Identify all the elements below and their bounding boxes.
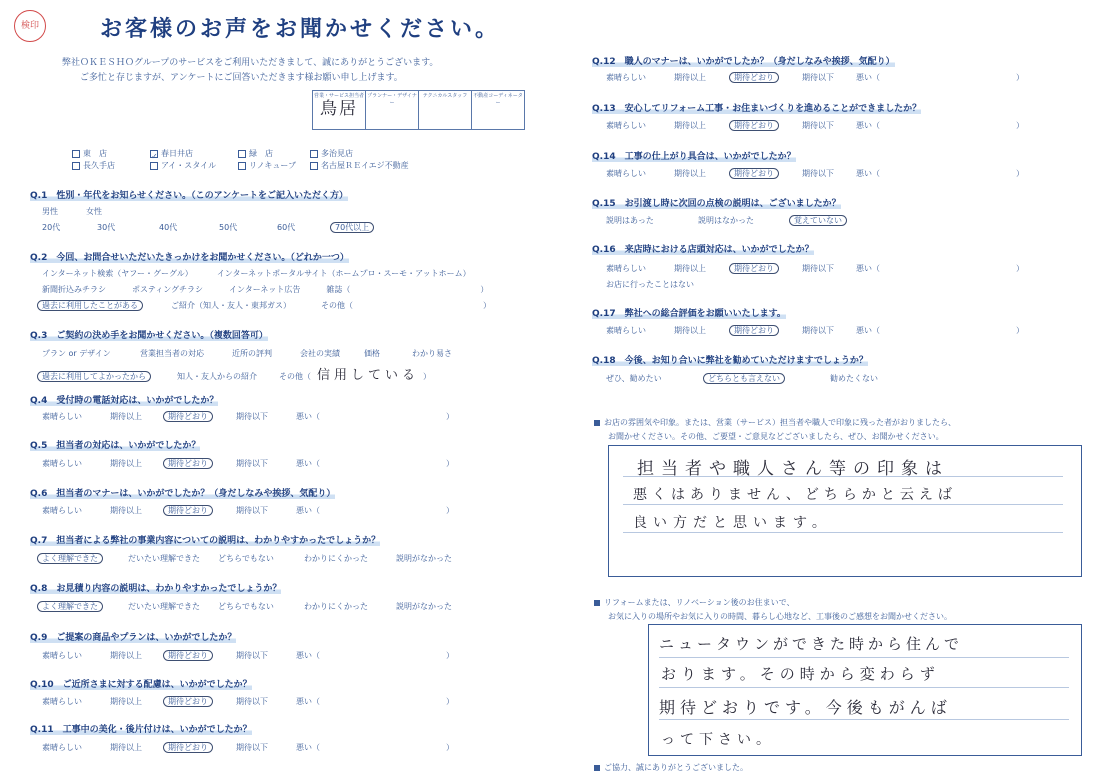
- intro-line-2: ご多忙と存じますが、アンケートにご回答いただきます様お願い申し上げます。: [80, 73, 403, 83]
- store-option[interactable]: アイ・スタイル: [150, 160, 238, 172]
- q10-options: 素晴らしい 期待以上 期待どおり 期待以下 悪い（ ）: [42, 697, 454, 706]
- comment2-prompt-2: お気に入りの場所やお気に入りの時間、暮らし心地など、工事後のご感想をお聞かせください。: [608, 612, 952, 621]
- q9-options: 素晴らしい 期待以上 期待どおり 期待以下 悪い（ ）: [42, 651, 454, 660]
- comment1-handwriting-2: 悪くはありません、どちらかと云えば: [633, 487, 957, 503]
- q14-options: 素晴らしい 期待以上 期待どおり 期待以下 悪い（ ）: [606, 169, 1024, 178]
- q9-title: Q.9 ご提案の商品やプランは、いかがでしたか？: [30, 633, 237, 643]
- q13-title: Q.13 安心してリフォーム工事・お住まいづくりを進めることができましたか？: [592, 104, 922, 114]
- store-option[interactable]: リノキューブ: [238, 160, 310, 172]
- q15-answer-circled[interactable]: 覚えていない: [789, 215, 847, 226]
- q3-other-handwriting: 信用している: [317, 368, 420, 383]
- comment2-handwriting-2: おります。その時から変わらず: [661, 665, 940, 683]
- q11-answer-circled[interactable]: 期待どおり: [163, 742, 213, 753]
- q5-answer-circled[interactable]: 期待どおり: [163, 458, 213, 469]
- q16-title: Q.16 来店時における店頭対応は、いかがでしたか？: [592, 245, 814, 255]
- q13-options: 素晴らしい 期待以上 期待どおり 期待以下 悪い（ ）: [606, 121, 1024, 130]
- store-option[interactable]: 緑 店: [238, 148, 310, 160]
- comment2-box[interactable]: [648, 624, 1082, 756]
- bullet-icon: [594, 765, 600, 771]
- staff-name: 鳥居: [320, 99, 358, 119]
- q6-title: Q.6 担当者のマナーは、いかがでしたか？（身だしなみや挨拶、気配り）: [30, 489, 336, 499]
- q11-options: 素晴らしい 期待以上 期待どおり 期待以下 悪い（ ）: [42, 743, 454, 752]
- q12-options: 素晴らしい 期待以上 期待どおり 期待以下 悪い（ ）: [606, 73, 1024, 82]
- store-option[interactable]: 名古屋ＲＥイエジ不動産: [310, 161, 409, 170]
- q8-answer-circled[interactable]: よく理解できた: [37, 601, 103, 612]
- q16-never-visited[interactable]: お店に行ったことはない: [606, 280, 694, 289]
- q2-answer-circled[interactable]: 過去に利用したことがある: [37, 300, 143, 311]
- q17-options: 素晴らしい 期待以上 期待どおり 期待以下 悪い（ ）: [606, 326, 1024, 335]
- q6-answer-circled[interactable]: 期待どおり: [163, 505, 213, 516]
- q16-options: 素晴らしい 期待以上 期待どおり 期待以下 悪い（ ）: [606, 264, 1024, 273]
- q4-answer-circled[interactable]: 期待どおり: [163, 411, 213, 422]
- q4-title: Q.4 受付時の電話対応は、いかがでしたか？: [30, 396, 219, 406]
- q3-answer-circled[interactable]: 過去に利用してよかったから: [37, 371, 151, 382]
- q8-title: Q.8 お見積り内容の説明は、わかりやすかったでしょうか？: [30, 584, 282, 594]
- staff-realestate-cell[interactable]: 不動産コーディネーター: [472, 91, 525, 130]
- q14-title: Q.14 工事の仕上がり具合は、いかがでしたか？: [592, 152, 796, 162]
- comment1-prompt-1: お店の雰囲気や印象。または、営業（サービス）担当者や職人で印象に残った者がおりましたら、: [604, 418, 956, 427]
- q1-answer-circled[interactable]: 70代以上: [330, 222, 374, 233]
- q12-title: Q.12 職人のマナーは、いかがでしたか？（身だしなみや挨拶、気配り）: [592, 57, 895, 67]
- bullet-icon: [594, 600, 600, 606]
- q4-options: 素晴らしい 期待以上 期待どおり 期待以下 悪い（ ）: [42, 412, 454, 421]
- q10-title: Q.10 ご近所さまに対する配慮は、いかがでしたか？: [30, 680, 252, 690]
- store-list: [72, 148, 409, 172]
- staff-sales-cell[interactable]: 営業・サービス担当者 鳥居: [313, 91, 366, 130]
- q18-title: Q.18 今後、お知り合いに弊社を勧めていただけますでしょうか？: [592, 356, 868, 366]
- q17-answer-circled[interactable]: 期待どおり: [729, 325, 779, 336]
- store-option[interactable]: 長久手店: [72, 160, 150, 172]
- q15-title: Q.15 お引渡し時に次回の点検の説明は、ございましたか？: [592, 199, 841, 209]
- comment1-prompt-2: お聞かせください。その他、ご要望・ご意見などございましたら、ぜひ、お聞かせください。: [608, 432, 944, 441]
- q17-title: Q.17 弊社への総合評価をお願いいたします。: [592, 309, 786, 319]
- q11-title: Q.11 工事中の美化・後片付けは、いかがでしたか？: [30, 725, 252, 735]
- q5-title: Q.5 担当者の対応は、いかがでしたか？: [30, 441, 201, 451]
- comment2-handwriting-1: ニュータウンができた時から住んで: [659, 635, 964, 653]
- q5-options: 素晴らしい 期待以上 期待どおり 期待以下 悪い（ ）: [42, 459, 454, 468]
- inspection-stamp: 検印: [14, 10, 46, 42]
- store-option[interactable]: 東 店: [72, 148, 150, 160]
- q8-options: よく理解できた だいたい理解できた どちらでもない わかりにくかった 説明がなかった: [42, 601, 452, 612]
- comment2-prompt-1: リフォームまたは、リノベーション後のお住まいで、: [604, 598, 795, 607]
- footer-thanks: ご協力、誠にありがとうございました。: [604, 763, 748, 772]
- q7-options: よく理解できた だいたい理解できた どちらでもない わかりにくかった 説明がなかった: [42, 553, 452, 564]
- staff-table: [312, 90, 525, 130]
- staff-technical-cell[interactable]: テクニカルスタッフ: [419, 91, 472, 130]
- q2-title: Q.2 今回、お問合せいただいたきっかけをお聞かせください。（どれか一つ）: [30, 253, 349, 263]
- store-option[interactable]: ✓ 春日井店: [151, 149, 193, 161]
- q12-answer-circled[interactable]: 期待どおり: [729, 72, 779, 83]
- q6-options: 素晴らしい 期待以上 期待どおり 期待以下 悪い（ ）: [42, 506, 454, 515]
- intro-line-1: 弊社ＯＫＥＳＨＯグループのサービスをご利用いただきまして、誠にありがとうございます。: [62, 58, 439, 68]
- comment2-handwriting-4: って下さい。: [661, 732, 775, 748]
- q1-gender-male[interactable]: 男性: [42, 207, 58, 216]
- q1-age-row: 20代 30代 40代 50代 60代 70代以上: [42, 222, 374, 233]
- q7-title: Q.7 担当者による弊社の事業内容についての説明は、わかりやすかったでしょうか？: [30, 536, 381, 546]
- comment2-handwriting-3: 期待どおりです。今後もがんば: [659, 698, 952, 717]
- staff-planner-cell[interactable]: プランナー・デザイナー: [366, 91, 419, 130]
- q14-answer-circled[interactable]: 期待どおり: [729, 168, 779, 179]
- q1-title: Q.1 性別・年代をお知らせください。（このアンケートをご記入いただく方）: [30, 191, 349, 201]
- comment1-handwriting-1: 担当者や職人さん等の印象は: [637, 459, 949, 479]
- q13-answer-circled[interactable]: 期待どおり: [729, 120, 779, 131]
- q10-answer-circled[interactable]: 期待どおり: [163, 696, 213, 707]
- q3-title: Q.3 ご契約の決め手をお聞かせください。（複数回答可）: [30, 331, 268, 341]
- comment1-handwriting-3: 良い方だと思います。: [633, 515, 832, 531]
- comment1-box[interactable]: [608, 445, 1082, 577]
- bullet-icon: [594, 420, 600, 426]
- q18-answer-circled[interactable]: どちらとも言えない: [703, 373, 785, 384]
- q16-answer-circled[interactable]: 期待どおり: [729, 263, 779, 274]
- store-option[interactable]: 多治見店: [310, 149, 353, 158]
- q1-gender-female[interactable]: 女性: [86, 207, 102, 216]
- page-title: お客様のお声をお聞かせください。: [100, 17, 501, 42]
- q9-answer-circled[interactable]: 期待どおり: [163, 650, 213, 661]
- q7-answer-circled[interactable]: よく理解できた: [37, 553, 103, 564]
